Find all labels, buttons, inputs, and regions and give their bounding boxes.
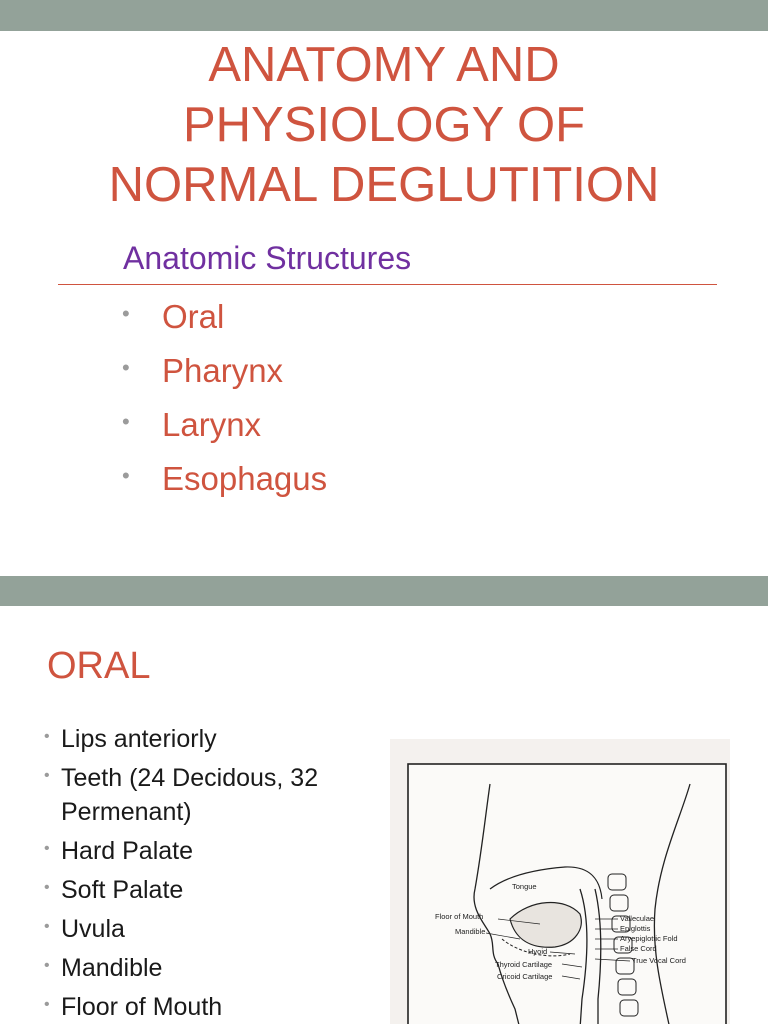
list-item [44, 990, 374, 1024]
label-hyoid: Hyoid [528, 947, 548, 956]
separator-band [0, 576, 768, 606]
bullet-icon: • [44, 840, 50, 857]
list-item-label: Esophagus [162, 460, 328, 497]
slide-title: ORAL [47, 645, 151, 687]
list-item [44, 873, 374, 907]
list-item [44, 912, 374, 946]
list-item-label: Pharynx [162, 352, 284, 389]
bullet-icon: • [122, 301, 130, 326]
sagittal-head-neck-drawing [390, 739, 730, 1024]
list-item-label: Floor of Mouth [61, 993, 223, 1021]
bullet-icon: • [122, 409, 130, 434]
label-floor-of-mouth: Floor of Mouth [435, 912, 484, 921]
bullet-icon: • [44, 996, 50, 1013]
label-valleculae: Valleculae [620, 914, 655, 923]
label-tongue: Tongue [512, 882, 537, 891]
list-item-label: Lips anteriorly [61, 725, 217, 753]
list-item-label: Oral [162, 298, 225, 335]
label-mandible: Mandible [455, 927, 486, 936]
list-item-label: Larynx [162, 406, 262, 443]
bullet-icon: • [122, 463, 130, 488]
label-false-cord: False Cord [620, 944, 657, 953]
top-band [0, 0, 768, 31]
list-item-label: Teeth (24 Decidous, 32 Permenant) [61, 764, 319, 826]
structure-list [122, 290, 327, 506]
bullet-icon: • [44, 728, 50, 745]
bullet-icon: • [44, 918, 50, 935]
label-thyroid-cartilage: Thyroid Cartilage [495, 960, 553, 969]
label-true-vocal-cord: True Vocal Cord [632, 956, 686, 965]
label-epiglottis: Epiglottis [620, 924, 651, 933]
slide-1 [0, 31, 768, 576]
bullet-icon: • [44, 767, 50, 784]
bullet-icon: • [44, 879, 50, 896]
bullet-icon: • [122, 355, 130, 380]
label-aryepiglottic-fold: Aryepiglottic Fold [620, 934, 678, 943]
figure-frame [408, 764, 726, 1024]
list-item [122, 290, 327, 344]
slide-2 [0, 606, 768, 1024]
label-cricoid-cartilage: Cricoid Cartilage [497, 972, 553, 981]
list-item [44, 761, 374, 829]
title-line-3: NORMAL DEGLUTITION [108, 158, 660, 212]
list-item-label: Soft Palate [61, 876, 184, 904]
list-item [44, 722, 374, 756]
list-item [122, 452, 327, 506]
list-item [122, 344, 327, 398]
slide-subtitle: Anatomic Structures [123, 240, 412, 276]
slide-title [0, 35, 768, 215]
list-item-label: Mandible [61, 954, 163, 982]
anatomy-figure [390, 739, 730, 1024]
oral-structure-list [44, 722, 374, 1029]
divider-line [58, 284, 717, 285]
list-item-label: Uvula [61, 915, 125, 943]
list-item-label: Hard Palate [61, 837, 194, 865]
bullet-icon: • [44, 957, 50, 974]
list-item [44, 834, 374, 868]
title-line-2: PHYSIOLOGY OF [182, 98, 586, 152]
list-item [44, 951, 374, 985]
list-item [122, 398, 327, 452]
title-line-1: ANATOMY AND [208, 38, 560, 92]
